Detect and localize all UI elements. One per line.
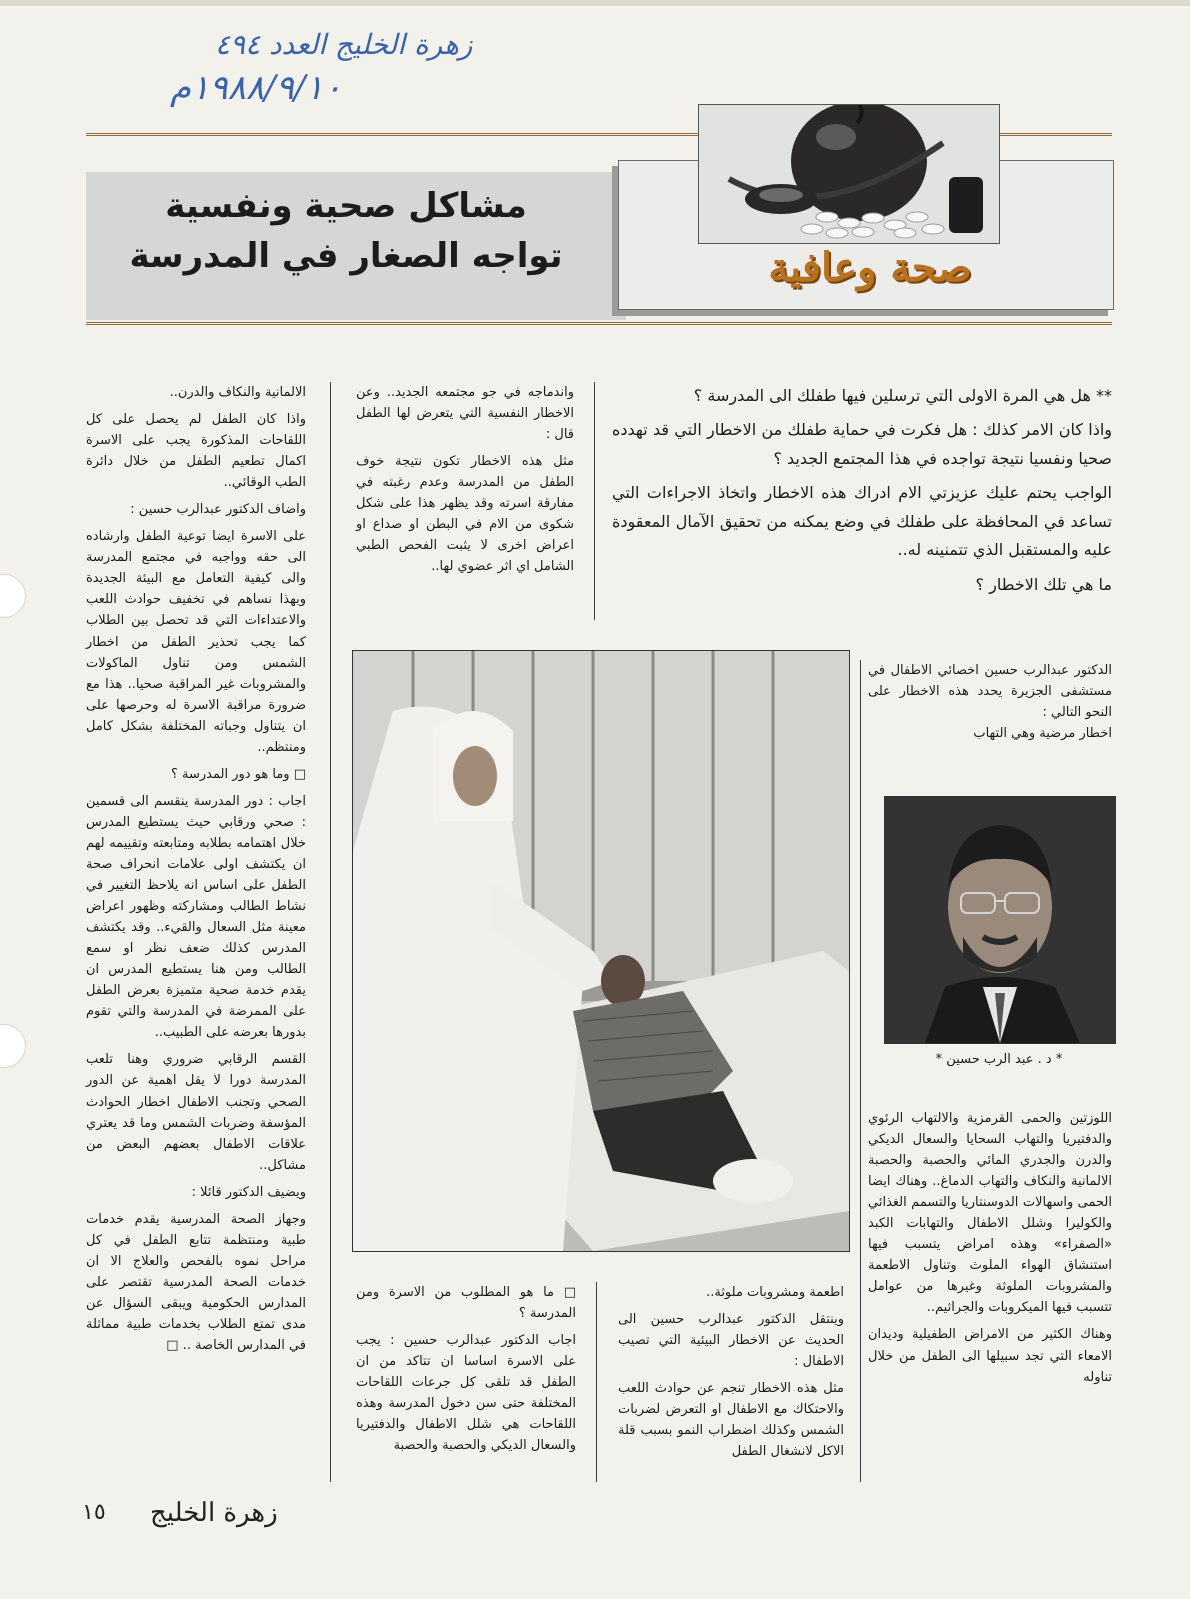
scan-edge	[0, 0, 1190, 6]
column-paragraph: واذا كان الطفل لم يحصل على كل اللقاحات المذكورة يجب على الاسرة اكمال تطعيم الطفل من خلال دائرة الطب الوقائي..	[86, 412, 306, 491]
column-paragraph: اجاب : دور المدرسة ينقسم الى قسمين : صحي ورقابي حيث يستطيع المدرس خلال اهتمامه بطلابه ومتابعته وتقييمه لهم ان يكتشف اولى علامات انحراف صحة الطفل على اساس انه يلاحظ التغيير في نشاط الطالب ومشاركته وظهور اعراض معينة مثل السعال والقيء.. وقد يكتشف المدرس كذلك ضعف نظر او سمع الطالب ومن هنا يستطيع المدرس ان يقدم خدمة صحية متميزة بعرض الطفل على الممرضة في المدرسة والتي تقوم بدورها بعرضه على الطبيب..	[86, 793, 306, 1041]
article-column-right-middle-lower	[618, 1282, 844, 1468]
column-paragraph: على الاسرة ايضا توعية الطفل وارشاده الى حقه وواجبه في مجتمع المدرسة والى كيفية التعامل مع البيئة الجديدة وبهذا نساهم في تخفيف حوادث اللعب والاعتداءات التي قد تحصل بين الطلاب كما يجب تحذير الطفل من اخطار الشمس ومن تناول الماكولات والمشروبات غير المراقبة صحيا.. هذا مع ضرورة مراقبة الاسرة له وحرصها على ان يتناول وجباته المختلفة بشكل كامل ومنتظم..	[86, 529, 306, 755]
intro-paragraph: واذا كان الامر كذلك : هل فكرت في حماية طفلك من الاخطار التي قد تهدده صحيا ونفسيا نتيجة تواجده في هذا المجتمع الجديد ؟	[612, 420, 1112, 468]
article-column-right-lower	[868, 1108, 1112, 1394]
column-paragraph: الدكتور عبدالرب حسين اخصائي الاطفال في مستشفى الجزيرة يحدد هذه الاخطار على النحو التالي : اخطار مرضية وهي التهاب	[868, 663, 1112, 742]
column-paragraph: وهناك الكثير من الامراض الطفيلية وديدان الامعاء التي تجد سبيلها الى الطفل من خلال تناوله	[868, 1327, 1112, 1385]
column-paragraph: وينتقل الدكتور عبدالرب حسين الى الحديث عن الاخطار البيئية التي تصيب الاطفال :	[618, 1312, 844, 1370]
portrait-caption: * د . عبد الرب حسين *	[935, 1052, 1063, 1067]
article-intro	[612, 382, 1112, 605]
column-paragraph: اجاب الدكتور عبدالرب حسين : يجب على الاسرة اساسا ان تتاكد من ان الطفل قد تلقى كل جرعات اللقاحات المختلفة حتى سن دخول المدرسة وهذه اللقاحات هي شلل الاطفال والدفتيريا والسعال الديكي والحصبة والحصبة	[356, 1333, 576, 1454]
question-heading: □ ما هو المطلوب من الاسرة ومن المدرسة ؟	[356, 1285, 576, 1322]
section-title: صحة وعافية	[768, 244, 972, 291]
page-number: ١٥	[82, 1500, 106, 1525]
column-paragraph: اطعمة ومشروبات ملوثة..	[706, 1285, 844, 1300]
question-heading: □ وما هو دور المدرسة ؟	[170, 766, 306, 782]
column-paragraph: ويضيف الدكتور قائلا :	[191, 1184, 306, 1200]
article-column-middle-lower	[356, 1282, 576, 1462]
headline-line-2: تواجه الصغار في المدرسة	[129, 236, 563, 276]
binder-hole	[0, 574, 26, 618]
header-bottom-divider	[86, 322, 1112, 325]
intro-paragraph: الواجب يحتم عليك عزيزتي الام ادراك هذه الاخطار واتخاذ الاجراءات التي تساعد في المحافظة على طفلك في وضع يمكنه من تحقيق الآمال المعقودة عليه والمستقبل الذي تتمنينه له..	[612, 483, 1112, 560]
article-column-left	[86, 382, 306, 1362]
column-paragraph: اللوزتين والحمى القرمزية والالتهاب الرئوي والدفتيريا والتهاب السحايا والسعال الديكي والدرن والجدري المائي والحصبة والحصبة الالمانية والنكاف والتهاب الدماغ.. وهناك ايضا الحمى واسهالات الدوسنتاريا والتسمم الغذائي والكوليرا وشلل الاطفال والتهابات الكبد «الصفراء» وهذه امراض يتسبب فيها استنشاق الهواء الملوث وتناول الاطعمة والمشروبات الملوثة وغيرها من عوامل تتسبب فيها الميكروبات والجراثيم..	[868, 1111, 1112, 1316]
intro-paragraph: ** هل هي المرة الاولى التي ترسلين فيها طفلك الى المدرسة ؟	[693, 386, 1112, 405]
article-column-middle-top	[356, 382, 574, 583]
column-paragraph: واندماجه في جو مجتمعه الجديد.. وعن الاخطار النفسية التي يتعرض لها الطفل قال :	[356, 385, 574, 443]
doctor-portrait	[884, 796, 1116, 1044]
magazine-logo: زهرة الخليج	[150, 1498, 278, 1528]
intro-paragraph: ما هي تلك الاخطار ؟	[975, 574, 1112, 594]
column-paragraph: مثل هذه الاخطار تكون نتيجة خوف الطفل من المدرسة وعدم رغبته في مفارقة اسرته وقد يظهر هذا على شكل شكوى من الام في البطن او صداع او اعراض اخرى لا يثبت الفحص الطبي الشامل اي اثر عضوي لها..	[356, 454, 574, 575]
column-paragraph: مثل هذه الاخطار تنجم عن حوادث اللعب والاحتكاك مع الاطفال او التعرض لضربات الشمس وكذلك اضطراب النمو بسبب قلة الاكل لانشغال الطفل	[618, 1381, 844, 1460]
binder-hole	[0, 1024, 26, 1068]
column-paragraph: القسم الرقابي ضروري وهنا تلعب المدرسة دورا لا يقل اهمية عن الدور الصحي وتجنب الاطفال اخطار الحوادث المؤسفة وضربات الشمس وما قد يعتري علاقات الاطفال بعضهم البعض من مشاكل..	[86, 1052, 306, 1173]
column-divider	[594, 382, 595, 620]
headline-line-1: مشاكل صحية ونفسية	[165, 186, 527, 226]
column-divider	[860, 660, 861, 1482]
handwritten-date-note: ١٩٨٨/٩/١٠م	[170, 68, 342, 108]
doctor-intro	[868, 660, 1112, 750]
section-photo-overlay	[698, 104, 1000, 244]
column-paragraph: الالمانية والنكاف والدرن..	[169, 385, 306, 400]
nurse-child-photo	[352, 650, 850, 1252]
handwritten-issue-note: زهرة الخليج العدد ٤٩٤	[215, 28, 473, 61]
column-divider	[330, 382, 331, 1482]
column-paragraph: وجهاز الصحة المدرسية يقدم خدمات طبية ومنتظمة تتابع الطفل في كل مراحل نموه بالفحص والعلاج الا ان خدمات الصحة المدرسية تقتصر على المدارس الحكومية ويبقى السؤال عن مدى تمتع الطلاب بخدمات طبية مماثلة في المدارس الخاصة .. □	[86, 1211, 306, 1354]
column-paragraph: واضاف الدكتور عبدالرب حسين :	[130, 502, 306, 518]
column-divider	[596, 1282, 597, 1482]
